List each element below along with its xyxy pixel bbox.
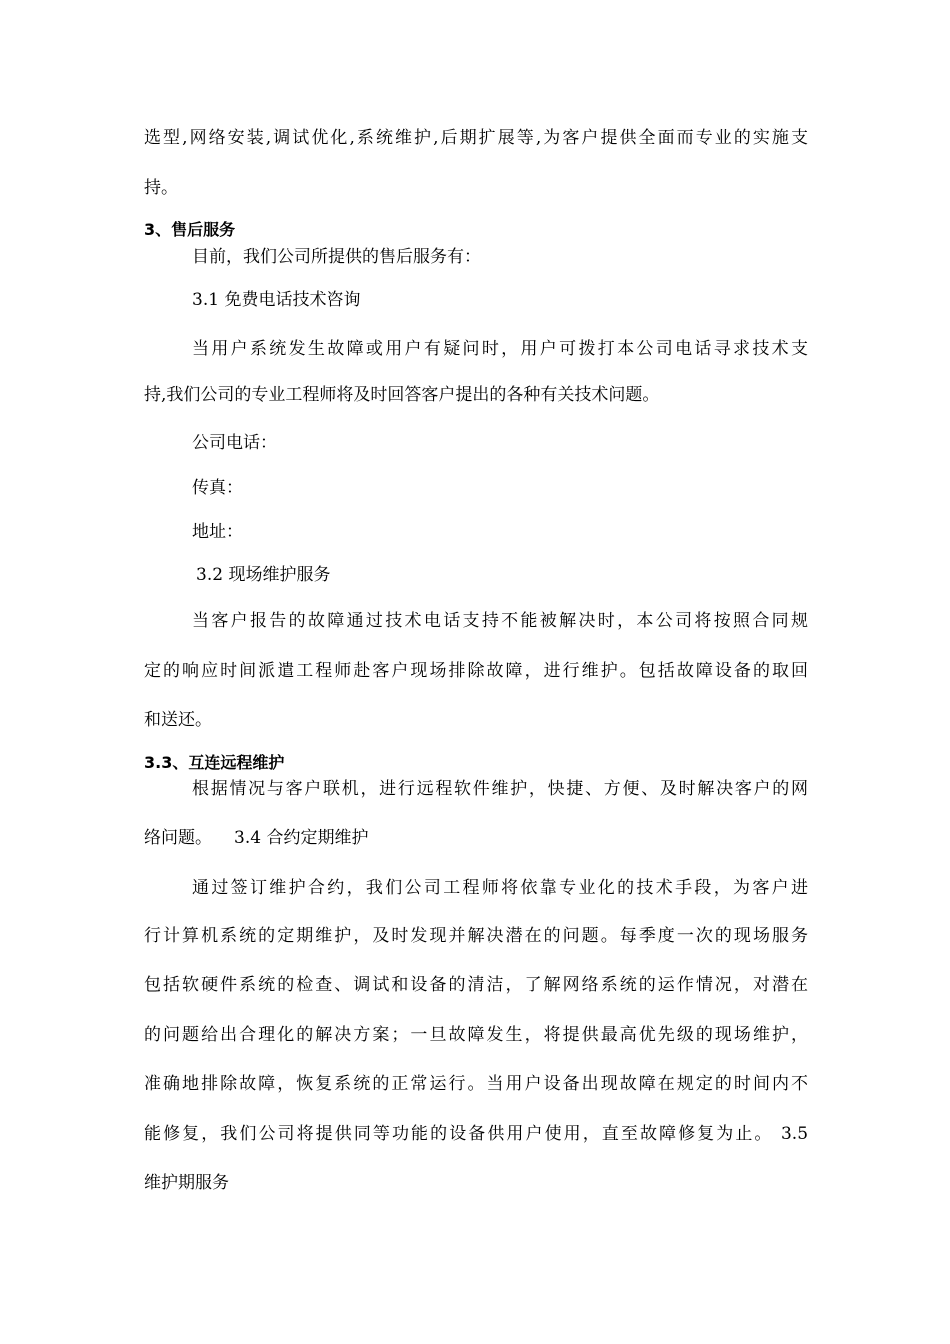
paragraph-line: 定的响应时间派遣工程师赴客户现场排除故障，进行维护。包括故障设备的取回 <box>144 661 808 681</box>
paragraph-line: 和送还。 <box>144 710 212 730</box>
phone-label: 公司电话： <box>192 433 277 453</box>
paragraph-text: 络问题。 <box>144 828 212 848</box>
subsection-number-3-5: 3.5 <box>780 1124 809 1144</box>
paragraph-line: 准确地排除故障，恢复系统的正常运行。当用户设备出现故障在规定的时间内不 <box>144 1074 808 1094</box>
section-heading-after-sales: 3、售后服务 <box>144 220 236 239</box>
paragraph-line: 当用户系统发生故障或用户有疑问时，用户可拨打本公司电话寻求技术支 <box>192 339 808 359</box>
section-heading-remote-maintenance: 3.3、互连远程维护 <box>144 753 285 772</box>
address-label: 地址： <box>192 522 243 542</box>
subsection-title-3-2: 3.2 现场维护服务 <box>196 565 331 585</box>
paragraph-line: 行计算机系统的定期维护，及时发现并解决潜在的问题。每季度一次的现场服务 <box>144 926 808 946</box>
paragraph-line: 持,我们公司的专业工程师将及时回答客户提出的各种有关技术问题。 <box>144 385 660 405</box>
fax-label: 传真： <box>192 478 243 498</box>
paragraph-line <box>144 826 808 850</box>
paragraph-line: 选型,网络安装,调试优化,系统维护,后期扩展等,为客户提供全面而专业的实施支 <box>144 128 808 148</box>
subsection-title-3-1: 3.1 免费电话技术咨询 <box>192 290 361 310</box>
paragraph-line: 包括软硬件系统的检查、调试和设备的清洁，了解网络系统的运作情况，对潜在 <box>144 975 808 995</box>
paragraph-intro: 目前，我们公司所提供的售后服务有： <box>192 247 481 267</box>
paragraph-line <box>144 1122 808 1146</box>
paragraph-text: 能修复，我们公司将提供同等功能的设备供用户使用，直至故障修复为止。 <box>144 1124 774 1144</box>
paragraph-line: 持。 <box>144 178 178 198</box>
paragraph-line: 的问题给出合理化的解决方案；一旦故障发生，将提供最高优先级的现场维护， <box>144 1025 808 1045</box>
paragraph-line: 通过签订维护合约，我们公司工程师将依靠专业化的技术手段，为客户进 <box>192 878 808 898</box>
paragraph-line: 根据情况与客户联机，进行远程软件维护，快捷、方便、及时解决客户的网 <box>192 779 808 799</box>
paragraph-line: 当客户报告的故障通过技术电话支持不能被解决时，本公司将按照合同规 <box>192 611 808 631</box>
subsection-title-3-4: 3.4 合约定期维护 <box>234 828 369 848</box>
subsection-title-3-5: 维护期服务 <box>144 1173 229 1193</box>
